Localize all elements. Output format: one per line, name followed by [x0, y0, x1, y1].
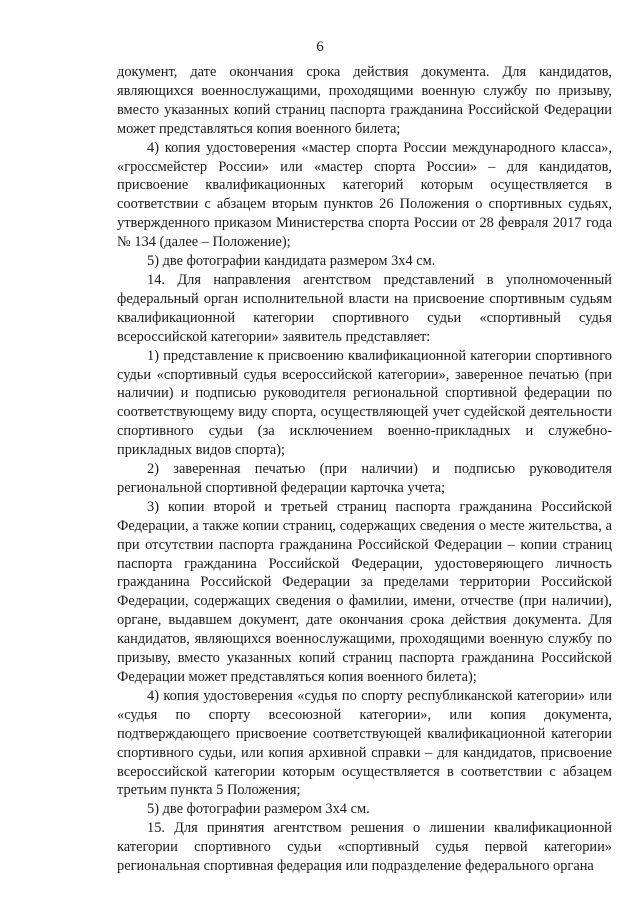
- paragraph-item-5: 5) две фотографии кандидата размером 3х4 см.: [147, 253, 436, 270]
- paragraph-clause-14-item-2: 2) заверенная печатью (при наличии) и подписью руководителя региональной спортивной федерации карточка учета;: [117, 461, 612, 496]
- page-number: 6: [316, 39, 324, 55]
- paragraph-clause-14-item-3: 3) копии второй и третьей страниц паспорта гражданина Российской Федерации, а также копии страниц, содержащих сведения о месте жительства, а при отсутствии паспорта гражданина Российской Федерации – копии страниц паспорта гражданина Российской Федерации, удостоверяющего личность гражданина Российской Федерации за пределами территории Российской Федерации, содержащих сведения о фамилии, имени, отчестве (при наличии), органе, выдавшем документ, дате окончания срока действия документа. Для кандидатов, являющихся военнослужащими, проходящими военную службу по призыву, вместо указанных копий страниц паспорта гражданина Российской Федерации может представляться копия военного билета);: [117, 498, 612, 685]
- paragraph-clause-14-item-1: 1) представление к присвоению квалификационной категории спортивного судьи «спортивный судья всероссийской категории», заверенное печатью (при наличии) и подписью руководителя региональной спортивной федерации по соответствующему виду спорта, осуществляющей учет судейской деятельности спортивного судьи (за исключением военно-прикладных и служебно-прикладных видов спорта);: [117, 347, 612, 459]
- paragraph-clause-15: 15. Для принятия агентством решения о лишении квалификационной категории спортивного судьи «спортивный судья первой категории» региональная спортивная федерация или подразделение федерального органа: [117, 820, 612, 875]
- document-body: [117, 63, 612, 876]
- paragraph-item-4: 4) копия удостоверения «мастер спорта России международного класса», «гроссмейстер России» или «мастер спорта России» – для кандидатов, присвоение квалификационных категорий которым осуществляется в соответствии с абзацем вторым пунктов 26 Положения о спортивных судьях, утвержденного приказом Министерства спорта России от 28 февраля 2017 года № 134 (далее – Положение);: [117, 139, 612, 251]
- paragraph-clause-14-item-4: 4) копия удостоверения «судья по спорту республиканской категории» или «судья по спорту всесоюзной категории», или копия документа, подтверждающего присвоение соответствующей квалификационной категории спортивного судьи, или копия архивной справки – для кандидатов, присвоение всероссийской категории которым осуществляется в соответствии с абзацем третьим пункта 5 Положения;: [117, 687, 612, 799]
- paragraph-continuation: документ, дате окончания срока действия документа. Для кандидатов, являющихся военнослужащими, проходящими военную службу по призыву, вместо указанных копий страниц паспорта гражданина Российской Федерации может представляться копия военного билета;: [117, 64, 612, 137]
- paragraph-clause-14: 14. Для направления агентством представлений в уполномоченный федеральный орган исполнительной власти на присвоение спортивным судьям квалификационной категории спортивного судьи «спортивный судья всероссийской категории» заявитель представляет:: [117, 271, 612, 345]
- paragraph-clause-14-item-5: 5) две фотографии размером 3х4 см.: [147, 801, 370, 818]
